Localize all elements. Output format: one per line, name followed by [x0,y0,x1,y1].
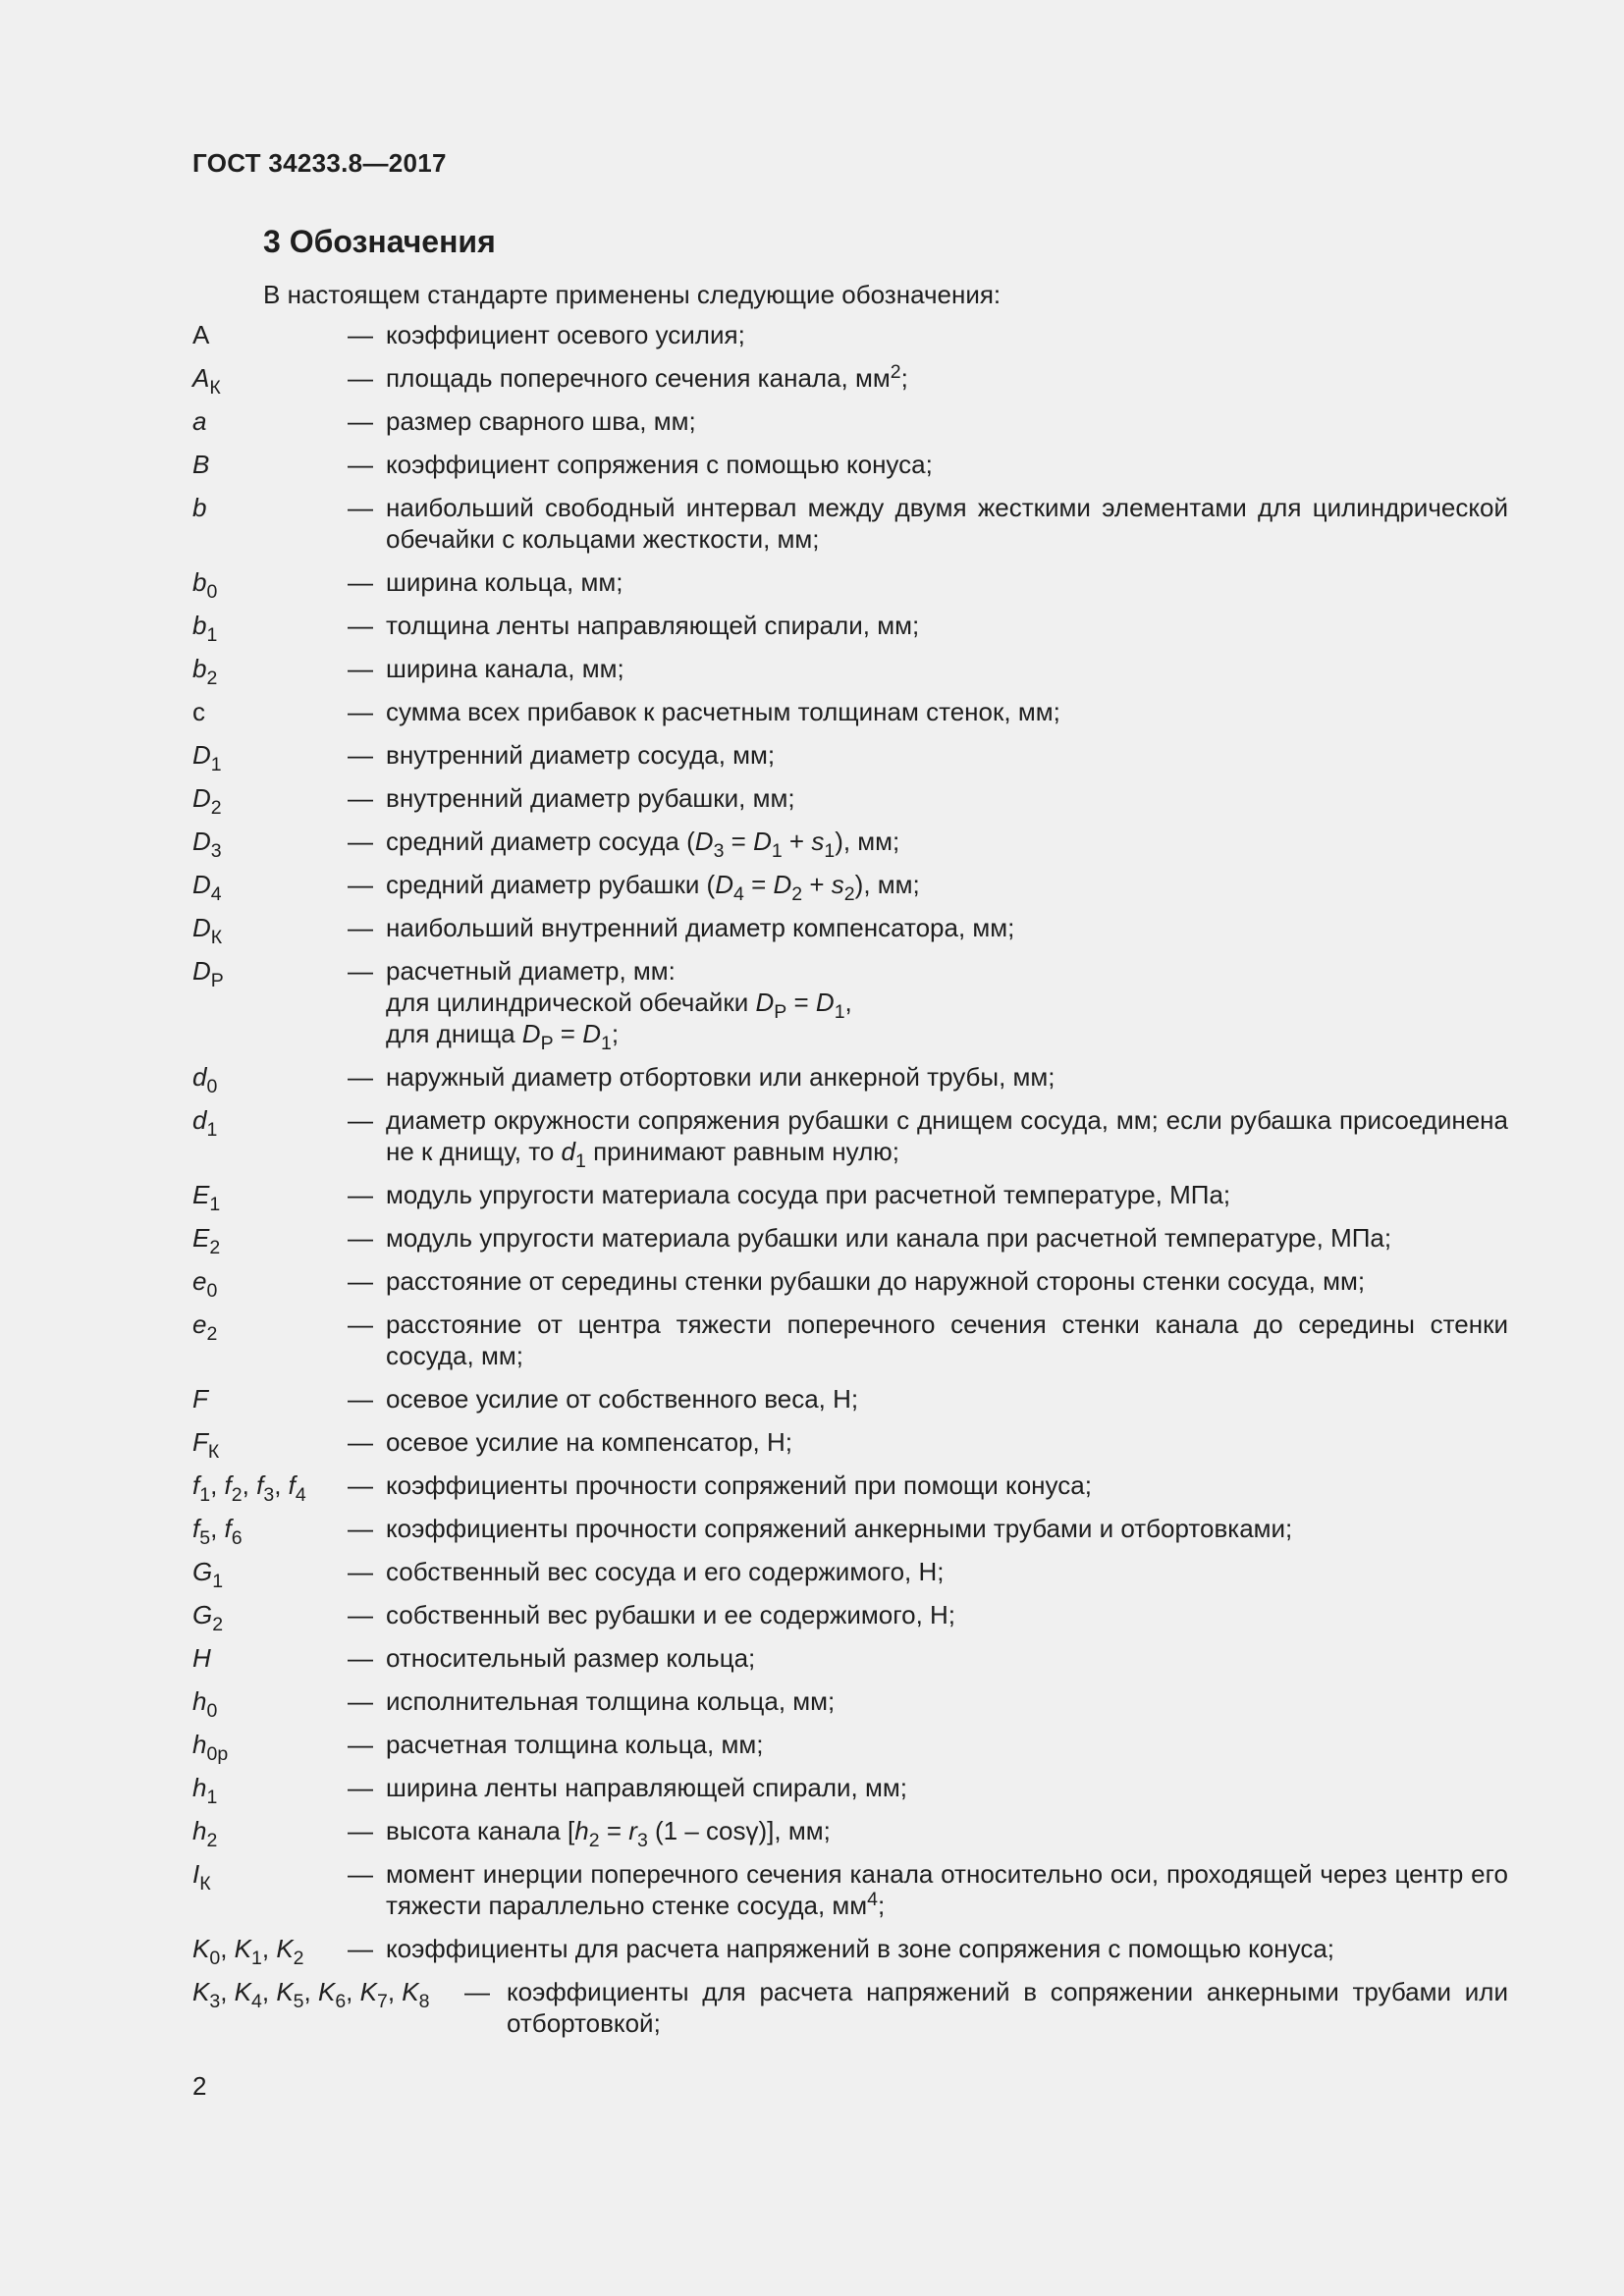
term-definition: ширина канала, мм; [386,654,624,683]
term-symbol: $D_3$ [192,827,222,862]
term-symbol: $E_1$ [192,1180,221,1215]
term-definition: осевое усилие на компенсатор, Н; [386,1427,793,1457]
term-dash: — [348,1223,373,1253]
term-symbol: $G_2$ [192,1600,224,1635]
term-definition: ширина ленты направляющей спирали, мм; [386,1773,907,1802]
term-definition: коэффициенты прочности сопряжений анкерными трубами и отбортовками; [386,1514,1293,1543]
term-row [192,1685,1508,1722]
term-row [192,1308,1508,1371]
term-row [192,1426,1508,1463]
term-dash: — [348,1266,373,1296]
term-row [192,1179,1508,1215]
term-dash: — [348,450,373,479]
term-definition: внутренний диаметр сосуда, мм; [386,740,776,770]
term-definition: внутренний диаметр рубашки, мм; [386,783,795,813]
term-row [192,869,1508,905]
term-row [192,1933,1508,1969]
term-dash: — [348,1730,373,1759]
term-dash: — [348,783,373,813]
term-symbol: $A_К$ [192,363,221,399]
term-dash: — [464,1977,490,2006]
term-dash: — [348,1557,373,1586]
term-definition: осевое усилие от собственного веса, Н; [386,1384,859,1414]
term-symbol: $f_5$, $f_6$ [192,1514,243,1549]
document-header: ГОСТ 34233.8—2017 [192,148,447,178]
term-row [192,405,1508,437]
term-dash: — [348,1309,373,1339]
term-symbol: b [192,493,207,522]
term-dash: — [348,493,373,522]
term-symbol: $d_0$ [192,1062,218,1097]
term-row [192,1265,1508,1302]
term-definition: наружный диаметр отбортовки или анкерной трубы, мм; [386,1062,1056,1092]
term-symbol: c [192,697,205,726]
term-dash: — [348,870,373,899]
term-definition: коэффициенты для расчета напряжений в зоне сопряжения с помощью конуса; [386,1934,1335,1963]
term-row [192,782,1508,819]
section-title: 3 Обозначения [263,224,496,259]
term-symbol: F [192,1384,208,1414]
term-dash: — [348,1773,373,1802]
term-definition: коэффициент осевого усилия; [386,320,745,349]
term-dash: — [348,1514,373,1543]
term-row [192,1858,1508,1921]
term-dash: — [348,697,373,726]
term-dash: — [348,1686,373,1716]
term-row [192,449,1508,480]
term-dash: — [348,567,373,597]
term-symbol: A [192,320,210,349]
term-row [192,1599,1508,1635]
term-symbol: $h_1$ [192,1773,218,1808]
term-row [192,826,1508,862]
term-symbol: $h_0$ [192,1686,218,1722]
term-row [192,1772,1508,1808]
term-dash: — [348,740,373,770]
term-symbol: B [192,450,210,479]
term-symbol: $D_Р$ [192,956,224,991]
term-definition: площадь поперечного сечения канала, $мм^2$; [386,361,908,393]
term-definition: толщина ленты направляющей спирали, мм; [386,611,920,640]
term-symbol: $b_1$ [192,611,218,646]
term-symbol: $d_1$ [192,1105,218,1141]
term-dash: — [348,363,373,393]
term-definition: наибольший свободный интервал между двумя жесткими элементами для цилиндрической обечайки с кольцами жесткости, мм; [386,493,1508,554]
term-row [192,361,1508,399]
term-definition: размер сварного шва, мм; [386,406,696,436]
term-dash: — [348,1600,373,1629]
term-symbol: $I_К$ [192,1859,211,1895]
term-row [192,1383,1508,1415]
term-row [192,1469,1508,1506]
term-dash: — [348,1934,373,1963]
term-definition: коэффициенты для расчета напряжений в сопряжении анкерными трубами или отбортовкой; [507,1977,1508,2038]
term-row [192,1642,1508,1674]
term-definition: собственный вес сосуда и его содержимого, Н; [386,1557,945,1586]
term-symbol: $D_4$ [192,870,222,905]
term-definition: ширина кольца, мм; [386,567,623,597]
term-definition: высота канала [$h_2 = r_3$ (1 – cosγ)], мм; [386,1816,831,1851]
term-symbol: $G_1$ [192,1557,224,1592]
term-row [192,696,1508,727]
term-dash: — [348,1816,373,1845]
term-dash: — [348,406,373,436]
term-symbol: $f_1$, $f_2$, $f_3$, $f_4$ [192,1470,306,1506]
term-symbol: $K_0$, $K_1$, $K_2$ [192,1934,304,1969]
term-dash: — [348,956,373,986]
term-definition: момент инерции поперечного сечения канала относительно оси, проходящей через центр его тяжести параллельно стенке сосуда, $мм^4$; [386,1859,1508,1920]
term-row [192,1104,1508,1172]
term-symbol: $h_2$ [192,1816,218,1851]
term-row [192,1222,1508,1258]
term-definition: исполнительная толщина кольца, мм; [386,1686,836,1716]
term-dash: — [348,654,373,683]
term-dash: — [348,913,373,942]
term-row [192,1513,1508,1549]
term-symbol: H [192,1643,211,1673]
term-row [192,1976,1508,2039]
term-dash: — [348,1470,373,1500]
term-definition: коэффициент сопряжения с помощью конуса; [386,450,933,479]
intro-text: В настоящем стандарте применены следующие обозначения: [263,280,1001,309]
term-definition: расчетный диаметр, мм: для цилиндрической обечайки $D_Р = D_1$, для днища $D_Р = D_1$; [386,956,852,1054]
term-row [192,912,1508,948]
term-definition: модуль упругости материала сосуда при расчетной температуре, МПа; [386,1180,1231,1209]
term-symbol: $D_1$ [192,740,222,775]
term-definition: собственный вес рубашки и ее содержимого, Н; [386,1600,956,1629]
term-definition: относительный размер кольца; [386,1643,756,1673]
term-row [192,1815,1508,1851]
term-row [192,955,1508,1054]
term-definition: средний диаметр рубашки $(D_4 = D_2 + s_2)$, мм; [386,870,920,905]
term-symbol: $D_К$ [192,913,223,948]
term-row [192,610,1508,646]
term-symbol: $b_2$ [192,654,218,689]
term-definition: коэффициенты прочности сопряжений при помощи конуса; [386,1470,1092,1500]
term-symbol: $b_0$ [192,567,218,603]
term-definition: сумма всех прибавок к расчетным толщинам стенок, мм; [386,697,1060,726]
term-symbol: $E_2$ [192,1223,221,1258]
term-symbol: $e_0$ [192,1266,218,1302]
term-symbol: $h_{0р}$ [192,1730,229,1765]
term-dash: — [348,1427,373,1457]
term-dash: — [348,320,373,349]
term-dash: — [348,1180,373,1209]
term-row [192,1061,1508,1097]
term-symbol: $K_3$, $K_4$, $K_5$, $K_6$, $K_7$, $K_8$ [192,1977,430,2012]
term-dash: — [348,1105,373,1135]
term-definition: расчетная толщина кольца, мм; [386,1730,764,1759]
term-definition: расстояние от центра тяжести поперечного сечения стенки канала до середины стенки сосуда, мм; [386,1309,1508,1370]
term-symbol: $e_2$ [192,1309,218,1345]
page-number: 2 [192,2071,207,2101]
term-symbol: $D_2$ [192,783,222,819]
term-row [192,1556,1508,1592]
term-definition: расстояние от середины стенки рубашки до наружной стороны стенки сосуда, мм; [386,1266,1366,1296]
term-row [192,739,1508,775]
term-row [192,492,1508,555]
term-dash: — [348,1859,373,1889]
term-row [192,1729,1508,1765]
term-definition: средний диаметр сосуда $(D_3 = D_1 + s_1)$, мм; [386,827,900,862]
term-definition: диаметр окружности сопряжения рубашки с днищем сосуда, мм; если рубашка присоединена не к днищу, то $d_1$ принимают равным нулю; [386,1105,1508,1172]
term-dash: — [348,611,373,640]
term-dash: — [348,827,373,856]
term-dash: — [348,1062,373,1092]
term-definition: наибольший внутренний диаметр компенсатора, мм; [386,913,1015,942]
term-symbol: a [192,406,207,436]
term-symbol: $F_К$ [192,1427,220,1463]
term-row [192,319,1508,350]
term-row [192,653,1508,689]
term-dash: — [348,1643,373,1673]
term-dash: — [348,1384,373,1414]
term-definition: модуль упругости материала рубашки или канала при расчетной температуре, МПа; [386,1223,1392,1253]
term-row [192,566,1508,603]
